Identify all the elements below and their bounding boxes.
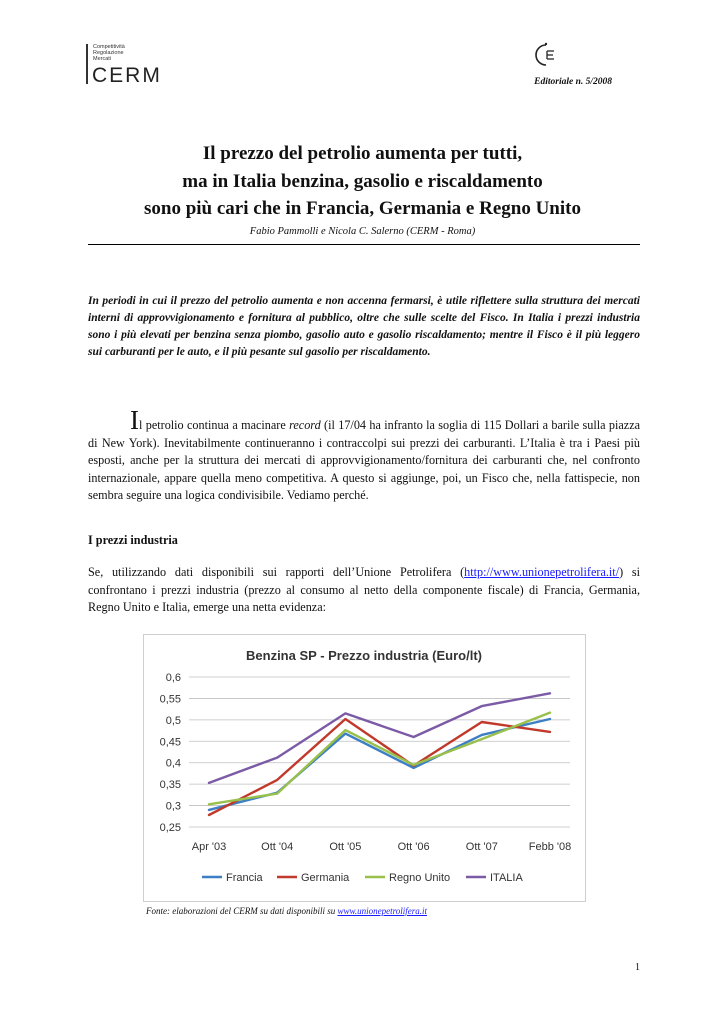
abstract: In periodi in cui il prezzo del petrolio aumenta e non accenna fermarsi, è utile riflettere sulla struttura dei mercati interni di approvvigionamento e fornitura al pubblico, oltre che sulle scelte del Fisco. In Italia i prezzi industria sono i più elevati per benzina senza piombo, gasolio auto e gasolio riscaldamento; mentre il Fisco è il più leggero sui carburanti per le auto, e il più pesante sul gasolio per riscaldamento. xyxy=(88,295,640,358)
y-tick-label: 0,3 xyxy=(165,800,181,813)
y-tick-label: 0,6 xyxy=(165,672,181,684)
y-tick-label: 0,55 xyxy=(159,693,181,706)
legend-label: Regno Unito xyxy=(389,872,451,884)
line-chart xyxy=(144,635,585,901)
logo-line: Mercati xyxy=(93,56,112,62)
x-tick-label: Apr '03 xyxy=(191,841,227,853)
y-tick-label: 0,5 xyxy=(165,714,181,727)
paragraph-text: (il 17/04 ha infranto la soglia di 115 Dollari a barile sulla piazza di New York). Inevitabilmente continueranno i contraccolpi sui prezzi dei carburanti. L’Italia è tra i Paesi più esposti, anche per la struttura dei mercati di approvvigionamento/fornitura dei carburanti che, nel confronto internazionale, appare quella meno competitiva. A questo si aggiunge, poi, un Fisco che, nella fattispecie, non sembra seguire una logica condivisibile. Vediamo perché. xyxy=(88,418,641,502)
chart-container xyxy=(143,634,586,902)
legend-label: ITALIA xyxy=(490,872,523,884)
title-divider xyxy=(88,244,640,245)
y-tick-label: 0,45 xyxy=(159,736,181,749)
authors: Fabio Pammolli e Nicola C. Salerno (CERM - Roma) xyxy=(249,226,476,237)
legend-label: Francia xyxy=(226,872,263,884)
drop-cap: I xyxy=(130,405,139,435)
x-tick-label: Ott '06 xyxy=(397,841,430,853)
chart-caption xyxy=(146,906,427,916)
logo-name: CERM xyxy=(92,64,162,87)
logo-line: Regolazione xyxy=(93,50,124,56)
section-heading: I prezzi industria xyxy=(88,533,178,547)
chart-title: Benzina SP - Prezzo industria (Euro/lt) xyxy=(246,648,482,663)
paragraph-intro xyxy=(88,405,641,505)
ce-logo-icon xyxy=(532,41,560,71)
paragraph-prices xyxy=(88,564,640,617)
y-tick-label: 0,25 xyxy=(159,822,181,834)
x-tick-label: Ott '05 xyxy=(329,841,362,853)
title-line: Il prezzo del petrolio aumenta per tutti, xyxy=(202,143,523,164)
legend-label: Germania xyxy=(301,872,350,884)
paragraph-emphasis: record xyxy=(289,418,321,432)
series-line xyxy=(209,693,550,783)
cerm-logo xyxy=(86,42,176,88)
x-tick-label: Febb '08 xyxy=(528,841,572,853)
logo-line: Competitività xyxy=(93,44,125,50)
caption-link[interactable]: www.unionepetrolifera.it xyxy=(337,906,427,916)
y-tick-label: 0,35 xyxy=(159,779,181,792)
title-line: sono più cari che in Francia, Germania e Regno Unito xyxy=(144,198,581,219)
page-number: 1 xyxy=(635,962,640,973)
unione-petrolifera-link[interactable]: http://www.unionepetrolifera.it/ xyxy=(464,565,620,579)
page-title xyxy=(70,140,655,223)
y-tick-label: 0,4 xyxy=(165,757,181,770)
paragraph-text: ) si confrontano i prezzi industria (prezzo al consumo al netto della componente fiscale) di Francia, Germania, Regno Unito e Italia, emerge una netta evidenza: xyxy=(88,565,640,614)
title-line: ma in Italia benzina, gasolio e riscaldamento xyxy=(182,170,543,192)
caption-text: Fonte: elaborazioni del CERM su dati disponibili su xyxy=(146,906,338,916)
paragraph-text: l petrolio continua a macinare xyxy=(139,418,290,432)
x-tick-label: Ott '07 xyxy=(465,841,498,853)
issue-label: Editoriale n. 5/2008 xyxy=(534,77,612,87)
paragraph-text: Se, utilizzando dati disponibili sui rapporti dell’Unione Petrolifera ( xyxy=(88,565,465,579)
x-tick-label: Ott '04 xyxy=(261,841,294,853)
